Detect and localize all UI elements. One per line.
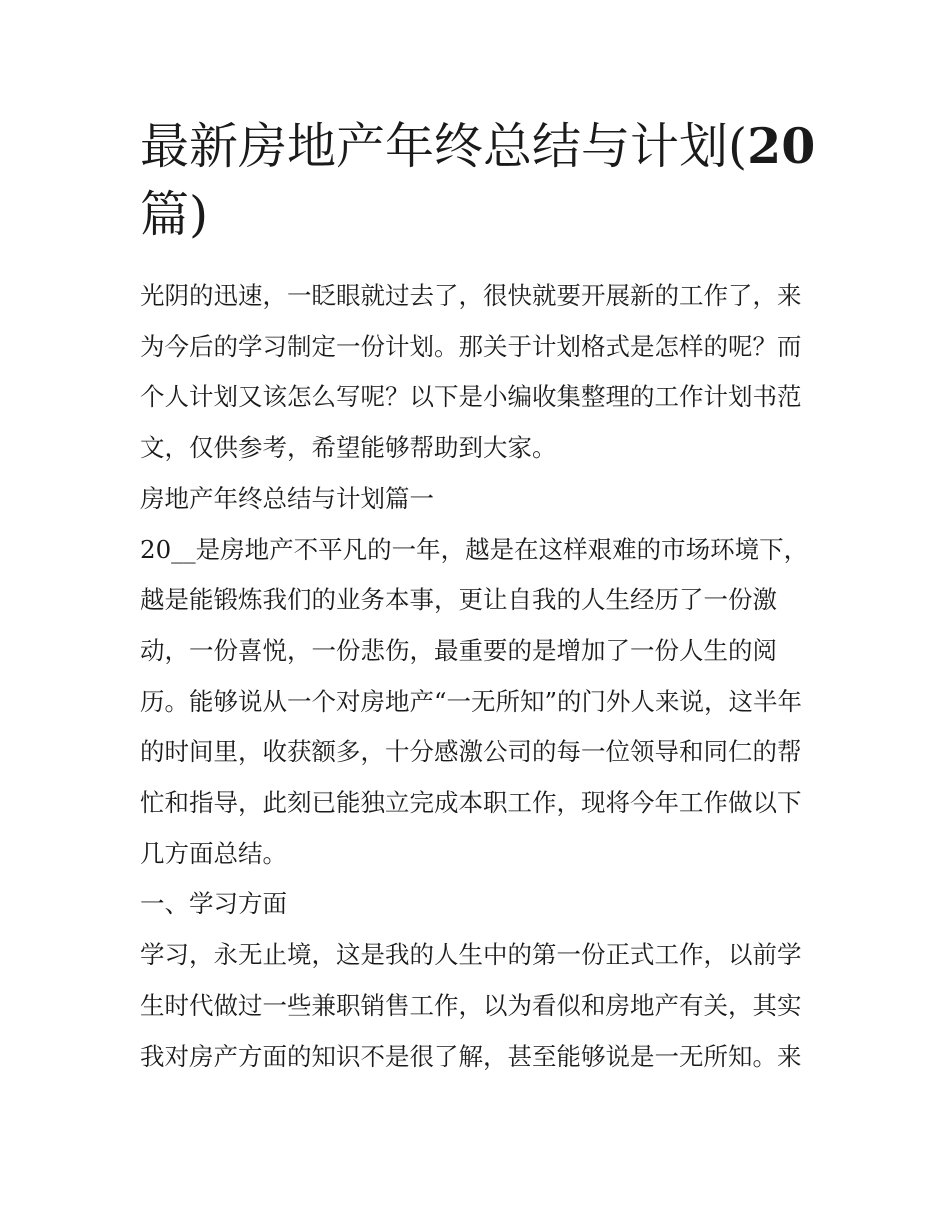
text-line: 我对房产方面的知识不是很了解，甚至能够说是一无所知。来 — [140, 1041, 802, 1071]
text-line: 动，一份喜悦，一份悲伤，最重要的是增加了一份人生的阅 — [140, 635, 777, 665]
section-heading: 一、学习方面 — [140, 889, 287, 919]
title-line-2: 篇) — [140, 186, 209, 243]
text-line: 忙和指导，此刻已能独立完成本职工作，现将今年工作做以下 — [140, 788, 802, 818]
document-title — [140, 112, 816, 249]
document-page — [140, 112, 816, 1082]
text-line: 几方面总结。 — [140, 838, 287, 868]
text-line: 生时代做过一些兼职销售工作，以为看似和房地产有关，其实 — [140, 990, 802, 1020]
text-line: 为今后的学习制定一份计划。那关于计划格式是怎样的呢？而 — [140, 331, 802, 361]
document-body — [140, 271, 812, 1082]
text-line: 光阴的迅速，一眨眼就过去了，很快就要开展新的工作了，来 — [140, 281, 802, 310]
text-line: 文，仅供参考，希望能够帮助到大家。 — [140, 433, 557, 463]
text-line: 学习，永无止境，这是我的人生中的第一份正式工作，以前学 — [140, 940, 802, 970]
title-text: 最新房地产年终总结与计划( — [140, 118, 748, 175]
section-heading: 房地产年终总结与计划篇一 — [140, 483, 434, 513]
title-number: 20 — [747, 117, 816, 175]
title-line-1 — [140, 112, 816, 181]
text-line: 越是能锻炼我们的业务本事，更让自我的人生经历了一份激 — [140, 585, 777, 615]
text-line: 历。能够说从一个对房地产“一无所知”的门外人来说，这半年 — [140, 686, 803, 716]
text-line: 的时间里，收获额多，十分感激公司的每一位领导和同仁的帮 — [140, 737, 802, 767]
text-line: 20__是房地产不平凡的一年，越是在这样艰难的市场环境下， — [140, 534, 809, 564]
text-line: 个人计划又该怎么写呢？以下是小编收集整理的工作计划书范 — [140, 382, 802, 412]
